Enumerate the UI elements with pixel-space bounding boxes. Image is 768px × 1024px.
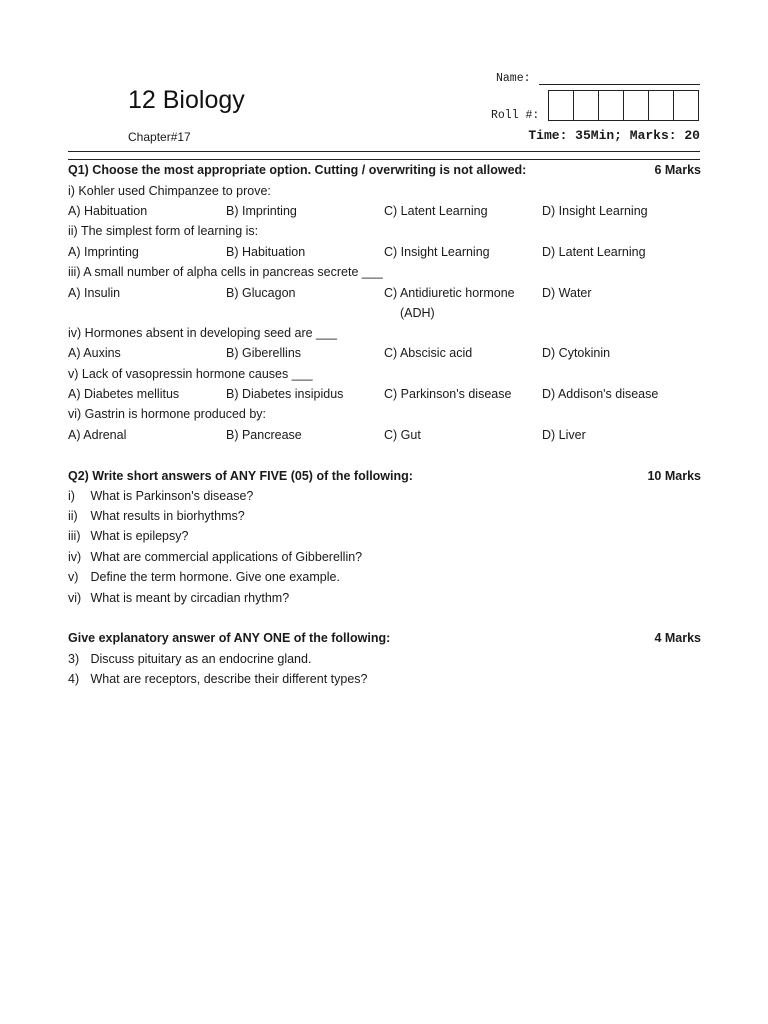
q2-heading-row (68, 466, 701, 486)
q2-heading: Q2) Write short answers of ANY FIVE (05) of the following: (68, 469, 413, 483)
name-label: Name: (496, 72, 531, 85)
question-text: What is epilepsy? (90, 529, 189, 543)
option-b: B) Pancrease (226, 428, 302, 442)
question-number: ii) (68, 509, 78, 523)
option-a: A) Insulin (68, 286, 121, 300)
question-text: Define the term hormone. Give one example. (90, 570, 340, 584)
option-c-continued: (ADH) (400, 306, 435, 320)
question-number: iv) (68, 550, 82, 564)
name-field-line[interactable] (539, 84, 700, 85)
question-text: What are commercial applications of Gibberellin? (90, 550, 363, 564)
question-number: 3) (68, 652, 80, 666)
q3-heading-row (68, 628, 701, 648)
roll-digit-box[interactable] (599, 91, 624, 120)
roll-digit-box[interactable] (549, 91, 574, 120)
question-number: vi) (68, 591, 82, 605)
option-b: B) Habituation (226, 245, 306, 259)
mcq-options-continued (68, 303, 701, 323)
option-b: B) Glucagon (226, 286, 296, 300)
short-question (68, 547, 701, 567)
chapter-label: Chapter#17 (128, 130, 191, 144)
question-number: 4) (68, 672, 80, 686)
mcq-options (68, 242, 701, 262)
mcq-stem: iii) A small number of alpha cells in pancreas secrete ___ (68, 265, 383, 279)
q1-marks: 6 Marks (654, 163, 701, 177)
question-number: iii) (68, 529, 81, 543)
q1-heading: Q1) Choose the most appropriate option. Cutting / overwriting is not allowed: (68, 163, 527, 177)
q1-heading-row (68, 160, 701, 180)
question-text: What are receptors, describe their different types? (90, 672, 368, 686)
roll-number-label: Roll #: (491, 109, 540, 122)
question-text: Discuss pituitary as an endocrine gland. (90, 652, 312, 666)
short-question (68, 567, 701, 587)
option-b: B) Giberellins (226, 346, 302, 360)
mcq-options (68, 343, 701, 363)
roll-number-boxes (548, 90, 699, 121)
mcq-options (68, 384, 701, 404)
mcq-options (68, 201, 701, 221)
option-c: C) Latent Learning (384, 204, 488, 218)
option-c: C) Gut (384, 428, 421, 442)
short-question (68, 588, 701, 608)
mcq-stem: ii) The simplest form of learning is: (68, 224, 259, 238)
option-b: B) Imprinting (226, 204, 297, 218)
roll-digit-box[interactable] (674, 91, 698, 120)
question-number: i) (68, 489, 75, 503)
short-question (68, 526, 701, 546)
q2-marks: 10 Marks (647, 469, 701, 483)
mcq-options (68, 283, 701, 303)
short-question (68, 506, 701, 526)
option-d: D) Latent Learning (542, 245, 646, 259)
mcq-stem: iv) Hormones absent in developing seed are ___ (68, 326, 337, 340)
divider (68, 151, 700, 152)
option-c: C) Parkinson's disease (384, 387, 512, 401)
q3-heading: Give explanatory answer of ANY ONE of the following: (68, 631, 391, 645)
mcq-options (68, 425, 701, 445)
option-a: A) Diabetes mellitus (68, 387, 180, 401)
option-a: A) Habituation (68, 204, 148, 218)
option-d: D) Cytokinin (542, 346, 611, 360)
option-c: C) Antidiuretic hormone (384, 286, 515, 300)
question-text: What results in biorhythms? (90, 509, 245, 523)
roll-digit-box[interactable] (649, 91, 674, 120)
roll-digit-box[interactable] (624, 91, 649, 120)
long-question (68, 649, 701, 669)
short-question (68, 486, 701, 506)
q3-marks: 4 Marks (654, 631, 701, 645)
option-d: D) Water (542, 286, 592, 300)
page-title: 12 Biology (128, 86, 245, 114)
question-number: v) (68, 570, 79, 584)
option-c: C) Abscisic acid (384, 346, 473, 360)
option-c: C) Insight Learning (384, 245, 490, 259)
option-d: D) Insight Learning (542, 204, 648, 218)
option-b: B) Diabetes insipidus (226, 387, 344, 401)
option-a: A) Auxins (68, 346, 121, 360)
mcq-stem: vi) Gastrin is hormone produced by: (68, 407, 267, 421)
question-text: What is Parkinson's disease? (90, 489, 254, 503)
option-d: D) Liver (542, 428, 586, 442)
option-a: A) Imprinting (68, 245, 139, 259)
long-question (68, 669, 701, 689)
question-text: What is meant by circadian rhythm? (90, 591, 290, 605)
option-d: D) Addison's disease (542, 387, 659, 401)
time-marks: Time: 35Min; Marks: 20 (528, 128, 700, 143)
mcq-stem: v) Lack of vasopressin hormone causes ___ (68, 367, 313, 381)
option-a: A) Adrenal (68, 428, 127, 442)
mcq-stem: i) Kohler used Chimpanzee to prove: (68, 184, 271, 198)
roll-digit-box[interactable] (574, 91, 599, 120)
